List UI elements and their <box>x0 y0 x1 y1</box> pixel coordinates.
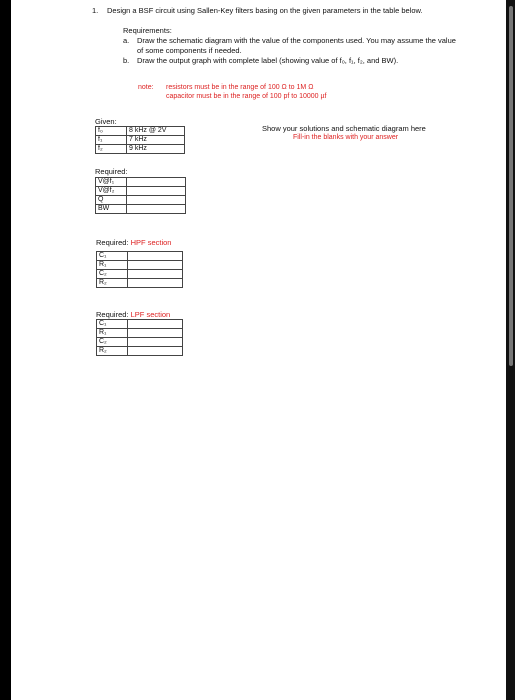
answer-blank[interactable] <box>128 279 183 288</box>
answer-blank[interactable] <box>127 205 186 214</box>
table-row <box>97 329 183 338</box>
table-row <box>97 320 183 329</box>
scrollbar-thumb[interactable] <box>509 6 513 366</box>
note-label: note: <box>138 84 154 91</box>
lpf-component: C₁ <box>97 320 128 329</box>
hpf-title-section: HPF section <box>130 238 172 247</box>
hpf-title-prefix: Required: <box>96 238 129 247</box>
requirement-a-label: a. <box>123 36 130 45</box>
instructions-line2: Fill-in the blanks with your answer <box>293 134 399 141</box>
answer-blank[interactable] <box>128 338 183 347</box>
table-row <box>96 178 186 187</box>
viewer-scrollbar[interactable] <box>506 0 515 700</box>
answer-blank[interactable] <box>128 329 183 338</box>
answer-blank[interactable] <box>127 196 186 205</box>
answer-blank[interactable] <box>128 320 183 329</box>
given-param: f₁ <box>96 136 127 145</box>
lpf-table <box>96 319 183 356</box>
viewer-left-frame <box>0 0 11 700</box>
hpf-table <box>96 251 183 288</box>
lpf-title-prefix: Required: <box>96 310 129 319</box>
required-table <box>95 177 186 214</box>
table-row <box>96 187 186 196</box>
table-row <box>96 145 185 154</box>
required-param: BW <box>96 205 127 214</box>
question-text: Design a BSF circuit using Sallen-Key filters basing on the given parameters in the table below. <box>107 6 423 15</box>
question-number: 1. <box>92 6 99 15</box>
given-value: 9 kHz <box>127 145 185 154</box>
required-param: V@f₂ <box>96 187 127 196</box>
required-param: Q <box>96 196 127 205</box>
table-row <box>96 136 185 145</box>
given-value: 8 kHz @ 2V <box>127 127 185 136</box>
answer-blank[interactable] <box>128 252 183 261</box>
given-title: Given: <box>95 117 117 126</box>
hpf-component: C₁ <box>97 252 128 261</box>
requirement-b-text: Draw the output graph with complete label (showing value of f₀, f₁, f₂, and BW). <box>137 56 399 65</box>
lpf-component: R₂ <box>97 347 128 356</box>
hpf-component: C₂ <box>97 270 128 279</box>
note-capacitor: capacitor must be in the range of 100 pf to 10000 µf <box>166 93 327 100</box>
answer-blank[interactable] <box>128 261 183 270</box>
answer-blank[interactable] <box>127 187 186 196</box>
given-param: f₂ <box>96 145 127 154</box>
instructions-line1: Show your solutions and schematic diagram here <box>262 124 426 133</box>
given-table <box>95 126 185 154</box>
required-param: V@f₁ <box>96 178 127 187</box>
lpf-title <box>96 310 170 319</box>
table-row <box>96 196 186 205</box>
answer-blank[interactable] <box>128 347 183 356</box>
answer-blank[interactable] <box>128 270 183 279</box>
requirements-heading: Requirements: <box>123 26 172 35</box>
table-row <box>97 279 183 288</box>
given-value: 7 kHz <box>127 136 185 145</box>
answer-blank[interactable] <box>127 178 186 187</box>
document-page <box>11 0 506 700</box>
required-title: Required: <box>95 167 128 176</box>
table-row <box>96 127 185 136</box>
table-row <box>97 261 183 270</box>
note-resistor: resistors must be in the range of 100 Ω to 1M Ω <box>166 84 314 91</box>
table-row <box>97 347 183 356</box>
hpf-title <box>96 238 171 247</box>
table-row <box>97 252 183 261</box>
lpf-component: R₁ <box>97 329 128 338</box>
hpf-component: R₁ <box>97 261 128 270</box>
lpf-title-section: LPF section <box>130 310 171 319</box>
hpf-component: R₂ <box>97 279 128 288</box>
given-param: f₀ <box>96 127 127 136</box>
table-row <box>97 338 183 347</box>
lpf-component: C₂ <box>97 338 128 347</box>
requirement-a-text: Draw the schematic diagram with the value of the components used. You may assume the value of some components if needed. <box>137 36 456 55</box>
table-row <box>97 270 183 279</box>
requirement-b-label: b. <box>123 56 130 65</box>
table-row <box>96 205 186 214</box>
